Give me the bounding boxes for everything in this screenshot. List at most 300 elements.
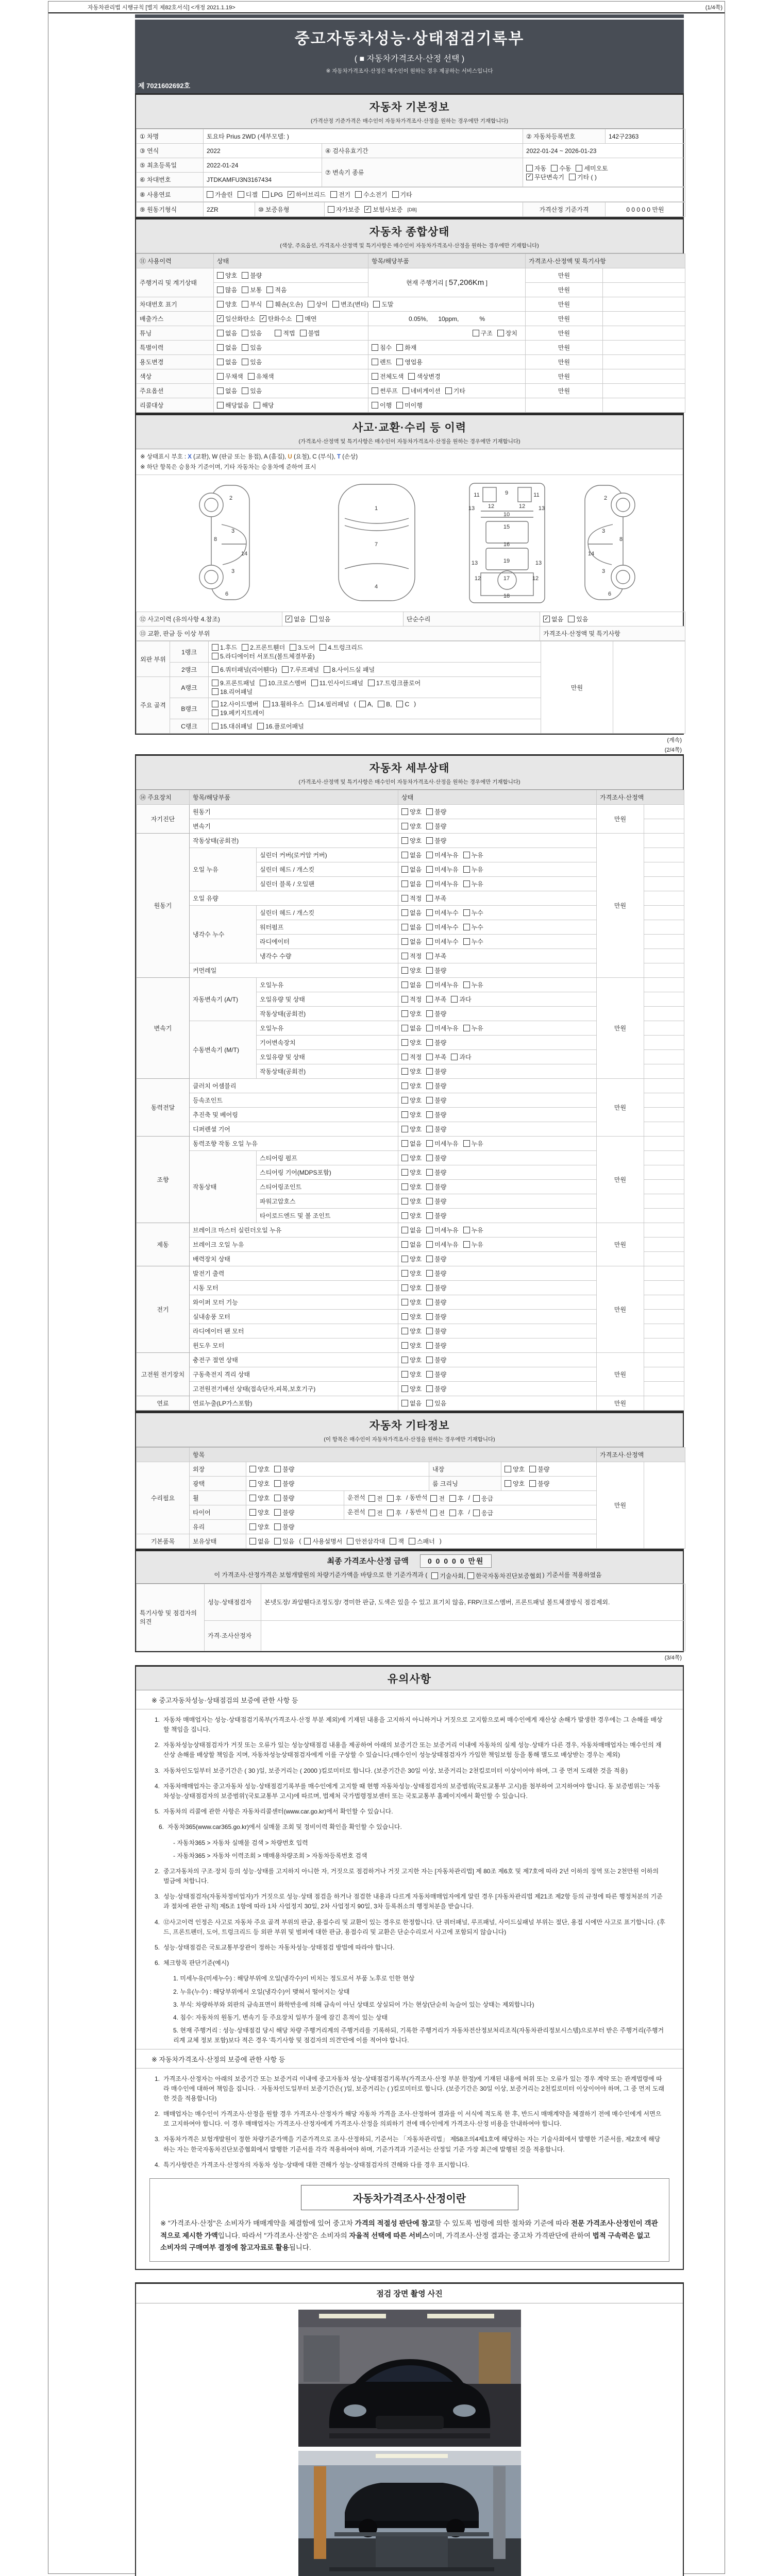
checkbox-option[interactable] [426,836,446,845]
checkbox[interactable] [473,1510,480,1516]
checkbox[interactable] [426,1270,433,1277]
checkbox-option[interactable] [426,952,446,960]
checkbox[interactable] [426,1313,433,1320]
checkbox-option[interactable] [426,1355,446,1364]
checkbox-option[interactable] [426,851,458,859]
checkbox-option[interactable] [529,1465,549,1473]
checkbox-option[interactable] [463,851,483,859]
checkbox[interactable] [426,1111,433,1118]
checkbox[interactable] [401,1140,408,1147]
checkbox-option[interactable] [426,865,458,874]
checkbox-option[interactable] [463,937,483,946]
checkbox[interactable] [426,1183,433,1190]
checkbox[interactable] [401,1169,408,1176]
checkbox-option[interactable] [392,190,412,199]
checkbox-option[interactable] [402,386,441,395]
checkbox[interactable] [467,1572,474,1579]
checkbox[interactable] [387,1495,394,1502]
checkbox-option[interactable] [274,1522,294,1531]
checkbox[interactable] [430,1510,437,1516]
checkbox-option[interactable] [217,372,243,381]
checkbox-option[interactable] [390,1537,404,1546]
checkbox-option[interactable] [430,1509,445,1517]
checkbox[interactable] [207,191,213,198]
checkbox[interactable] [445,387,452,394]
checkbox[interactable] [426,996,433,1003]
checkbox-option[interactable] [463,865,483,874]
checkbox-option[interactable] [217,300,237,309]
checkbox-option[interactable] [401,1009,422,1018]
checkbox-option[interactable] [401,1168,422,1177]
checkbox[interactable] [217,286,224,293]
checkbox-option[interactable] [372,372,404,381]
checkbox-option[interactable] [217,329,237,337]
checkbox-option[interactable] [266,285,287,294]
checkbox-option[interactable] [426,1154,446,1162]
checkbox-option[interactable] [463,1139,483,1148]
checkbox-option[interactable] [212,708,264,717]
checkbox-option[interactable] [263,700,304,708]
checkbox-option[interactable] [445,386,465,395]
checkbox-option[interactable] [274,1494,294,1502]
checkbox[interactable] [368,680,375,686]
checkbox[interactable] [217,272,224,279]
checkbox-option[interactable] [401,1125,422,1133]
checkbox-option[interactable] [426,1211,446,1220]
checkbox[interactable] [304,1538,311,1545]
checkbox[interactable] [426,967,433,974]
checkbox[interactable] [473,330,479,336]
checkbox-option[interactable] [426,1009,446,1018]
checkbox[interactable]: ✓ [260,315,266,322]
checkbox[interactable] [212,653,219,659]
checkbox[interactable] [401,1126,408,1132]
checkbox-option[interactable] [426,966,446,975]
checkbox[interactable] [401,1299,408,1306]
checkbox[interactable] [526,165,533,172]
checkbox[interactable] [576,165,582,172]
checkbox[interactable] [217,359,224,365]
checkbox[interactable] [463,981,470,988]
checkbox[interactable] [242,644,248,651]
checkbox[interactable] [401,924,408,930]
checkbox[interactable] [426,938,433,945]
checkbox[interactable] [401,866,408,873]
checkbox[interactable] [401,1371,408,1378]
checkbox-option[interactable] [372,343,392,352]
checkbox-option[interactable] [300,329,320,337]
checkbox[interactable]: ✓ [217,315,224,322]
checkbox-option[interactable] [401,980,422,989]
checkbox-option[interactable] [551,164,571,173]
checkbox[interactable] [257,723,264,730]
checkbox[interactable] [249,1495,256,1501]
checkbox[interactable] [463,1227,470,1233]
checkbox-option[interactable] [296,314,316,323]
checkbox[interactable] [249,1523,256,1530]
checkbox[interactable] [320,644,326,651]
checkbox[interactable] [274,1538,281,1545]
checkbox[interactable] [249,1466,256,1472]
checkbox-option[interactable] [463,1226,483,1234]
checkbox-option[interactable] [401,1182,422,1191]
checkbox-option[interactable] [364,205,402,214]
checkbox[interactable] [266,286,273,293]
checkbox[interactable] [401,1342,408,1349]
checkbox-option[interactable] [431,1571,465,1580]
checkbox[interactable] [355,191,362,198]
checkbox[interactable] [242,387,248,394]
checkbox[interactable] [372,359,378,365]
checkbox[interactable] [426,1097,433,1104]
checkbox[interactable] [212,666,219,673]
checkbox[interactable] [463,880,470,887]
checkbox-option[interactable] [401,865,422,874]
checkbox-option[interactable] [463,908,483,917]
checkbox[interactable] [426,1328,433,1334]
checkbox-option[interactable] [505,1479,525,1488]
checkbox[interactable]: ✓ [543,616,550,622]
checkbox[interactable] [212,680,219,686]
checkbox[interactable] [401,1068,408,1075]
checkbox[interactable] [372,402,378,409]
checkbox[interactable] [242,286,248,293]
checkbox[interactable] [401,938,408,945]
checkbox[interactable] [242,272,248,279]
checkbox[interactable] [426,1025,433,1031]
checkbox[interactable] [372,373,378,380]
checkbox[interactable] [217,402,224,409]
checkbox-option[interactable] [372,401,392,410]
checkbox-option[interactable] [426,1024,458,1032]
checkbox[interactable] [463,938,470,945]
checkbox-option[interactable] [426,1341,446,1350]
checkbox-option[interactable] [401,1154,422,1162]
checkbox-option[interactable] [401,1139,422,1148]
checkbox-option[interactable] [260,314,292,323]
checkbox-option[interactable] [569,173,597,181]
checkbox[interactable] [275,330,281,336]
checkbox-option[interactable] [274,1537,294,1546]
checkbox[interactable] [426,924,433,930]
checkbox[interactable] [401,1357,408,1363]
checkbox-option[interactable] [401,1269,422,1278]
checkbox[interactable]: ✓ [364,206,371,213]
checkbox[interactable] [296,315,303,322]
checkbox-option[interactable] [463,879,483,888]
checkbox[interactable] [212,688,219,695]
checkbox-option[interactable] [401,1081,422,1090]
checkbox[interactable]: ✓ [526,174,533,180]
checkbox-option[interactable] [242,285,262,294]
checkbox-option[interactable] [426,1269,446,1278]
checkbox[interactable] [401,981,408,988]
checkbox[interactable] [568,616,575,622]
checkbox[interactable] [324,666,330,673]
checkbox-option[interactable] [401,822,422,831]
checkbox-option[interactable] [426,879,458,888]
checkbox[interactable] [274,1523,281,1530]
checkbox-option[interactable] [401,1384,422,1393]
checkbox[interactable] [426,852,433,858]
checkbox-option[interactable] [249,1522,270,1531]
checkbox-option[interactable] [463,1240,483,1249]
checkbox[interactable] [569,174,576,180]
checkbox-option[interactable] [463,1024,483,1032]
checkbox-option[interactable] [497,329,517,337]
checkbox[interactable] [401,1097,408,1104]
checkbox-option[interactable] [401,923,422,931]
checkbox[interactable] [282,666,289,673]
checkbox-option[interactable] [262,191,283,198]
checkbox-option[interactable] [242,358,262,366]
checkbox[interactable] [426,1371,433,1378]
checkbox-option[interactable] [426,923,458,931]
checkbox-option[interactable] [274,1479,294,1488]
checkbox-option[interactable] [426,807,446,816]
checkbox-option[interactable] [401,1024,422,1032]
checkbox[interactable] [401,823,408,829]
checkbox-option[interactable] [401,1298,422,1307]
checkbox-option[interactable] [409,1537,435,1546]
checkbox[interactable] [401,895,408,902]
checkbox[interactable] [505,1480,511,1487]
checkbox[interactable] [426,866,433,873]
checkbox-option[interactable] [426,894,446,903]
checkbox[interactable] [373,301,380,308]
checkbox[interactable] [263,701,270,707]
checkbox[interactable] [308,301,314,308]
checkbox[interactable] [401,1284,408,1291]
checkbox-option[interactable] [310,615,330,623]
checkbox[interactable] [426,1299,433,1306]
checkbox[interactable] [401,996,408,1003]
checkbox[interactable] [401,1328,408,1334]
checkbox[interactable] [402,387,409,394]
checkbox[interactable] [408,373,415,380]
checkbox[interactable] [401,1313,408,1320]
checkbox[interactable] [431,1572,438,1579]
checkbox-option[interactable] [387,1494,401,1503]
checkbox-option[interactable] [473,1494,493,1503]
checkbox-option[interactable] [396,358,423,366]
checkbox[interactable] [426,1284,433,1291]
checkbox[interactable] [396,344,403,351]
checkbox-option[interactable] [242,271,262,280]
checkbox[interactable] [396,359,403,365]
checkbox-option[interactable] [372,386,398,395]
checkbox[interactable] [401,909,408,916]
checkbox[interactable] [426,895,433,902]
checkbox[interactable] [426,1227,433,1233]
checkbox[interactable] [401,1256,408,1262]
checkbox-option[interactable] [311,679,363,687]
checkbox[interactable] [529,1480,536,1487]
checkbox-option[interactable] [426,908,458,917]
checkbox[interactable] [242,359,248,365]
checkbox-option[interactable] [249,1465,270,1473]
checkbox[interactable] [401,1039,408,1046]
checkbox-option[interactable] [217,358,237,366]
checkbox[interactable] [449,1510,456,1516]
checkbox[interactable] [505,1466,511,1472]
checkbox-option[interactable] [401,1226,422,1234]
checkbox-option[interactable] [238,190,258,199]
checkbox-option[interactable] [449,1509,464,1517]
checkbox[interactable] [426,1010,433,1017]
checkbox-option[interactable] [212,665,277,674]
checkbox-option[interactable] [401,807,422,816]
checkbox-option[interactable] [401,1067,422,1076]
checkbox-option[interactable] [426,1197,446,1206]
checkbox[interactable] [463,909,470,916]
checkbox[interactable] [426,1126,433,1132]
checkbox[interactable] [401,1241,408,1248]
checkbox-option[interactable] [401,1197,422,1206]
checkbox[interactable] [401,1183,408,1190]
checkbox-option[interactable] [249,1537,270,1546]
checkbox[interactable] [426,1039,433,1046]
checkbox-option[interactable] [396,401,423,410]
checkbox-option[interactable] [332,300,368,309]
checkbox[interactable] [463,924,470,930]
checkbox[interactable] [426,1155,433,1161]
checkbox-option[interactable] [426,1370,446,1379]
checkbox-option[interactable] [212,652,315,660]
checkbox-option[interactable] [401,937,422,946]
checkbox-option[interactable] [401,1255,422,1263]
checkbox[interactable] [387,1510,394,1516]
checkbox[interactable] [310,616,317,622]
checkbox[interactable] [426,953,433,959]
checkbox-option[interactable] [426,1240,458,1249]
checkbox[interactable] [401,1111,408,1118]
checkbox[interactable] [401,837,408,844]
checkbox-option[interactable] [426,1110,446,1119]
checkbox[interactable] [262,191,269,198]
checkbox[interactable] [401,1227,408,1233]
checkbox-option[interactable] [355,190,387,199]
checkbox[interactable] [242,330,248,336]
checkbox[interactable] [274,1480,281,1487]
checkbox-option[interactable] [426,1399,446,1408]
checkbox-option[interactable] [260,679,307,687]
checkbox-option[interactable] [285,615,306,623]
checkbox[interactable] [212,723,219,730]
checkbox[interactable] [217,301,224,308]
checkbox[interactable] [332,301,339,308]
checkbox[interactable] [451,1054,458,1060]
checkbox[interactable] [463,852,470,858]
checkbox-option[interactable] [372,358,392,366]
checkbox[interactable] [426,1068,433,1075]
checkbox-option[interactable] [426,937,458,946]
checkbox-option[interactable] [426,1283,446,1292]
checkbox-option[interactable] [212,687,253,696]
checkbox[interactable] [426,1169,433,1176]
checkbox[interactable] [463,866,470,873]
checkbox[interactable] [217,330,224,336]
checkbox-option[interactable] [426,1168,446,1177]
checkbox[interactable] [212,644,219,651]
checkbox-option[interactable] [217,271,237,280]
checkbox[interactable] [249,1480,256,1487]
checkbox[interactable] [396,402,403,409]
checkbox[interactable] [426,1342,433,1349]
checkbox[interactable] [328,206,334,213]
checkbox-option[interactable] [387,1509,401,1517]
checkbox-option[interactable] [274,1508,294,1517]
checkbox[interactable] [426,1400,433,1406]
checkbox-option[interactable] [401,879,422,888]
checkbox-option[interactable] [467,1571,542,1580]
checkbox-option[interactable] [451,1053,471,1061]
checkbox[interactable] [401,808,408,815]
checkbox-option[interactable] [505,1465,525,1473]
checkbox-option[interactable] [426,1125,446,1133]
checkbox-option[interactable] [373,300,393,309]
checkbox-option[interactable] [426,1226,458,1234]
checkbox-option[interactable] [401,908,422,917]
checkbox[interactable] [463,1025,470,1031]
checkbox[interactable] [266,301,273,308]
checkbox[interactable] [497,330,504,336]
checkbox[interactable] [378,701,384,707]
checkbox[interactable] [290,644,296,651]
checkbox-option[interactable] [207,190,233,199]
checkbox-option[interactable] [526,173,564,181]
checkbox[interactable] [426,1054,433,1060]
checkbox-option[interactable] [249,1494,270,1502]
checkbox-option[interactable] [568,615,588,623]
checkbox[interactable] [359,701,366,707]
checkbox-option[interactable] [257,722,304,731]
checkbox[interactable] [392,191,399,198]
checkbox[interactable] [396,701,403,707]
checkbox[interactable] [463,1241,470,1248]
checkbox-option[interactable] [426,995,446,1004]
checkbox[interactable] [212,701,219,707]
checkbox-option[interactable] [401,1053,422,1061]
checkbox[interactable] [551,165,558,172]
checkbox-option[interactable] [401,995,422,1004]
checkbox[interactable] [426,823,433,829]
checkbox-option[interactable] [426,1038,446,1047]
checkbox[interactable] [426,1385,433,1392]
checkbox-option[interactable] [426,980,458,989]
checkbox-option[interactable] [473,1509,493,1517]
checkbox-option[interactable] [212,679,255,687]
checkbox[interactable] [426,1082,433,1089]
checkbox-option[interactable] [282,665,319,674]
checkbox[interactable] [254,402,260,409]
checkbox[interactable] [451,996,458,1003]
checkbox-option[interactable] [426,822,446,831]
checkbox[interactable] [242,344,248,351]
checkbox[interactable] [249,1509,256,1516]
checkbox-option[interactable] [401,1355,422,1364]
checkbox[interactable] [212,709,219,716]
checkbox-option[interactable] [212,700,259,708]
checkbox[interactable] [368,1495,375,1502]
checkbox-option[interactable] [426,1327,446,1335]
checkbox-option[interactable] [396,701,409,708]
checkbox-option[interactable] [308,300,328,309]
checkbox[interactable] [426,1212,433,1219]
checkbox-option[interactable] [401,1110,422,1119]
checkbox[interactable] [401,953,408,959]
checkbox-option[interactable] [368,1494,383,1503]
